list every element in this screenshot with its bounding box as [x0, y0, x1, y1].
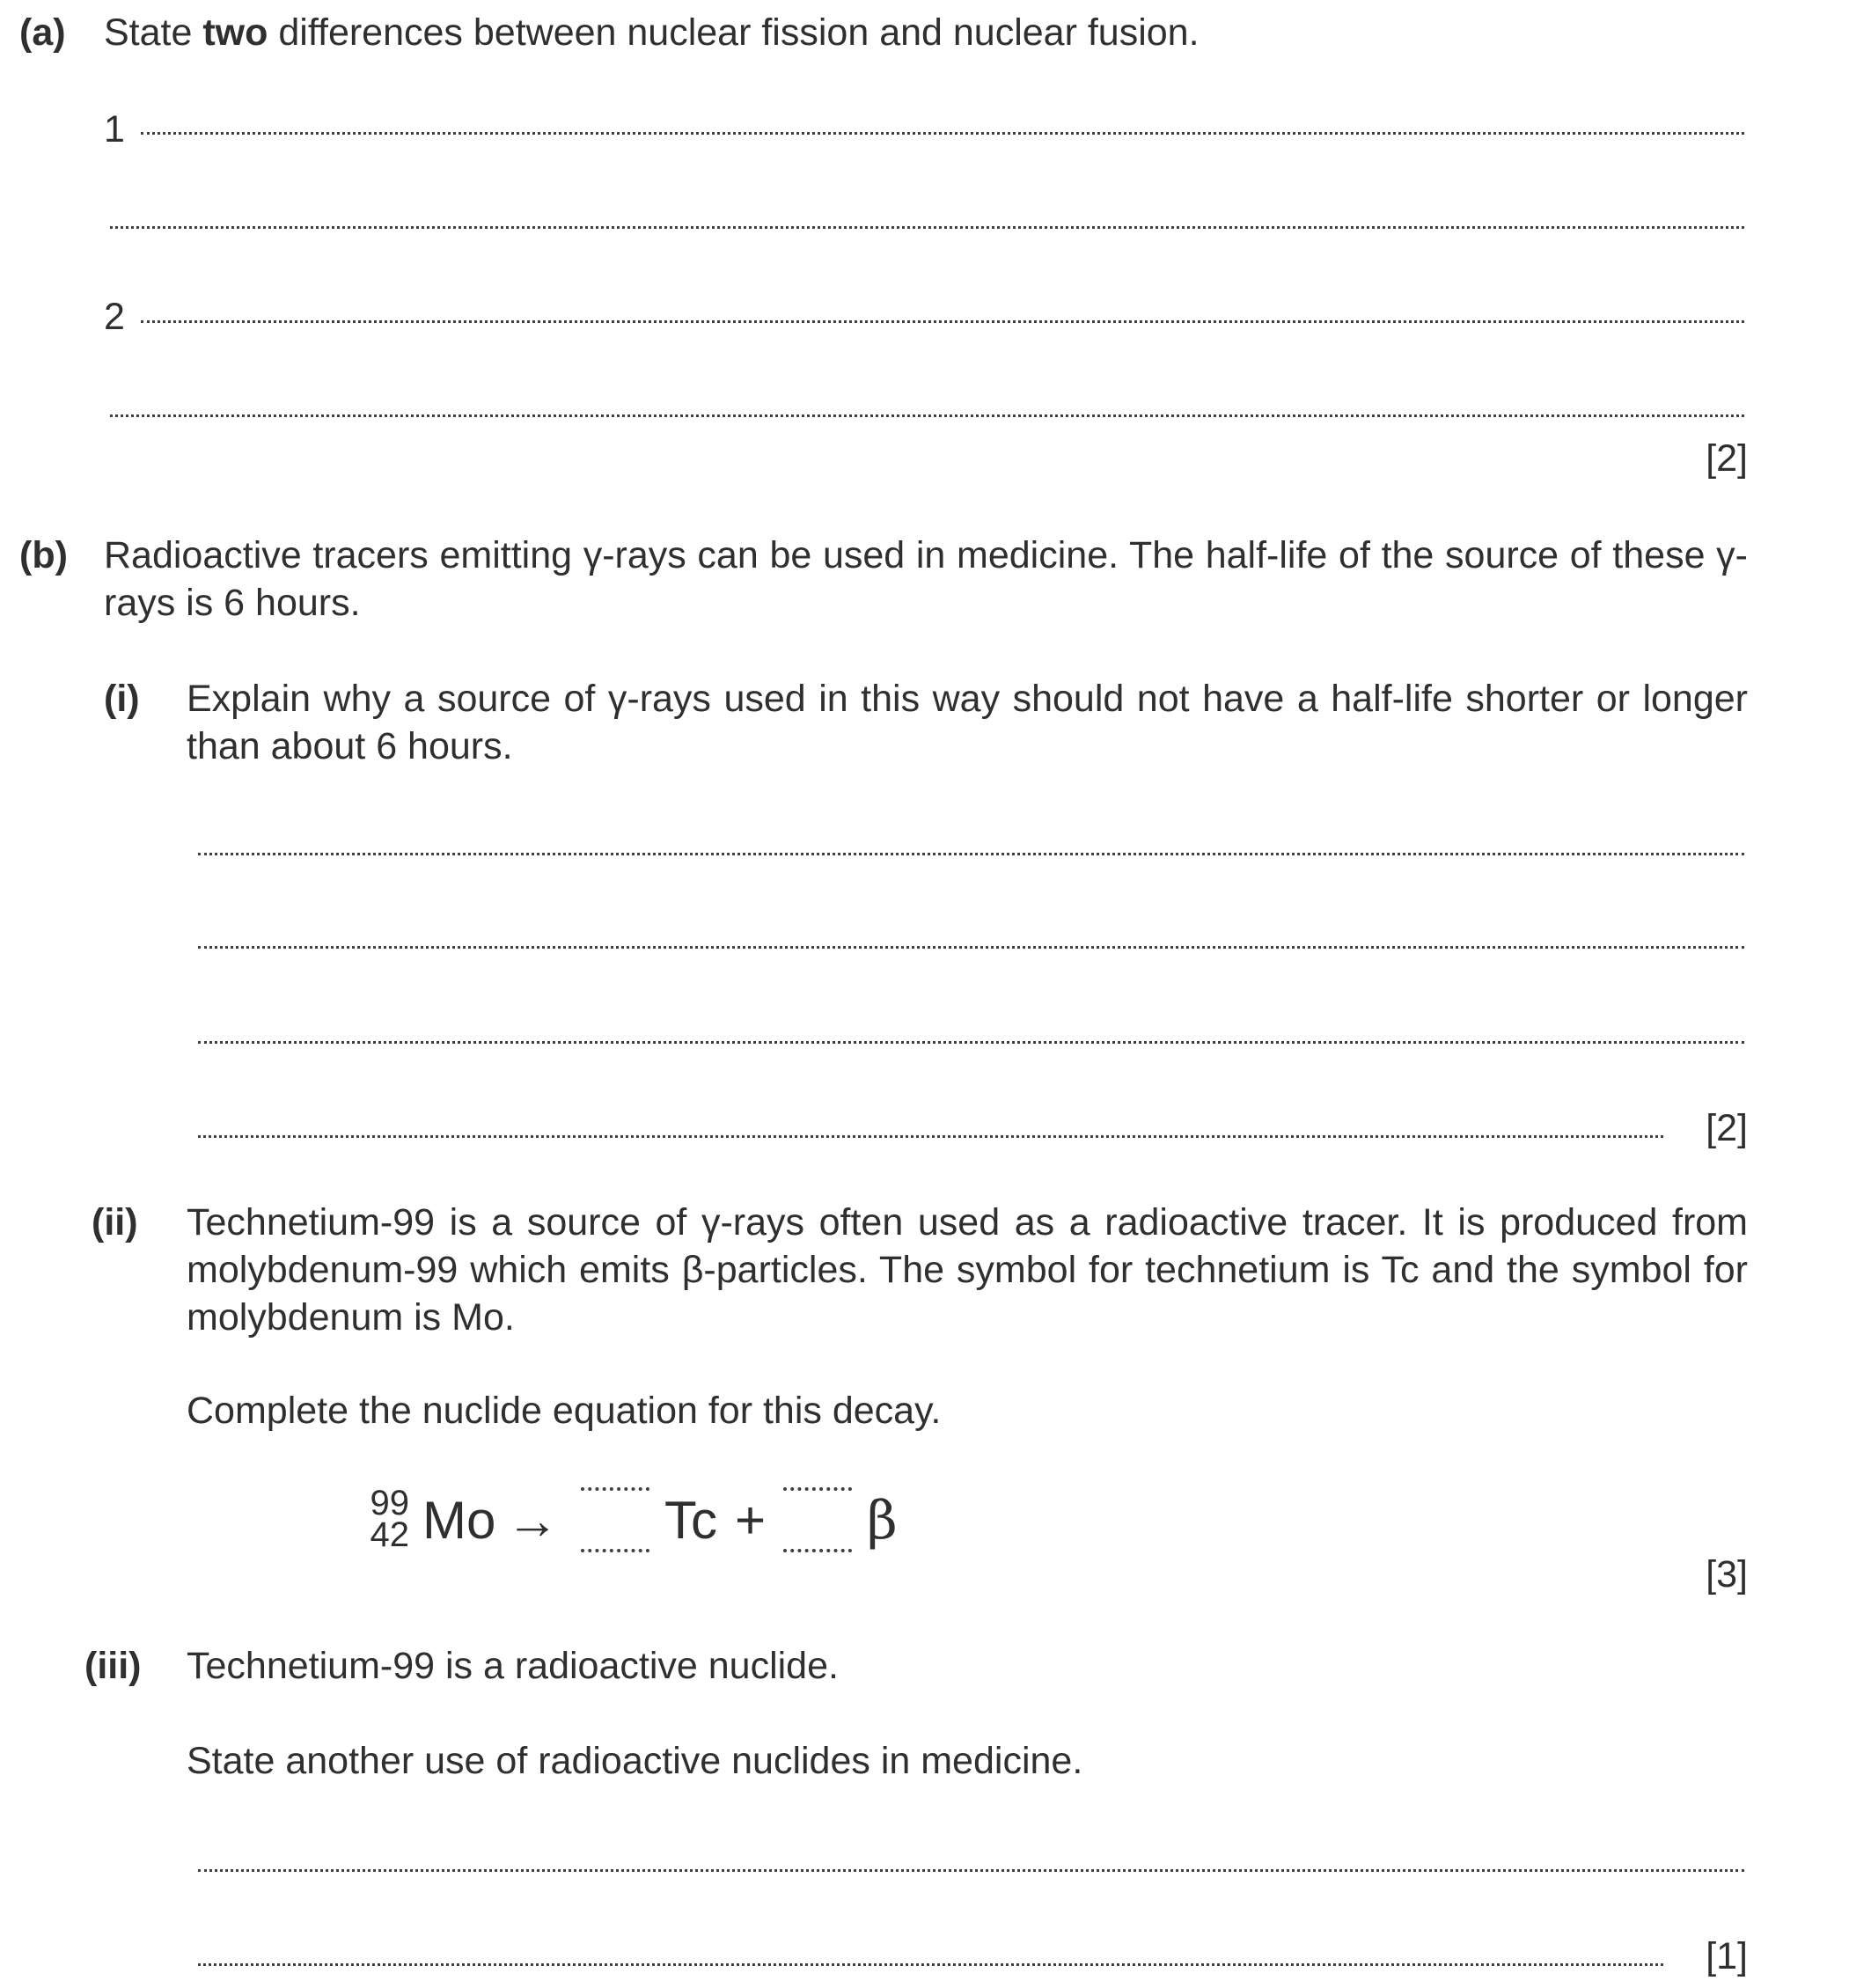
- sub-ii-marks: [3]: [1706, 1553, 1748, 1596]
- part-b-label: (b): [19, 534, 68, 576]
- answer-line-i-4[interactable]: [198, 1135, 1663, 1138]
- sub-ii-instruction: Complete the nuclide equation for this decay.: [187, 1390, 942, 1432]
- answer-line-a-3[interactable]: [141, 320, 1744, 323]
- answer-2-number: 2: [104, 296, 125, 338]
- plus-sign: +: [735, 1491, 767, 1550]
- answer-line-i-2[interactable]: [198, 946, 1744, 949]
- atomic-number: 42: [370, 1515, 409, 1554]
- beta-symbol: β: [867, 1490, 898, 1552]
- part-b-intro: Radioactive tracers emitting γ-rays can be used in medicine. The half-life of the source of these γ-rays is 6 hours.: [104, 534, 1748, 624]
- blank-beta-mass-number[interactable]: [783, 1487, 852, 1491]
- answer-1-number: 1: [104, 108, 125, 150]
- daughter-symbol: Tc: [664, 1491, 717, 1550]
- sub-iii-statement: Technetium-99 is a radioactive nuclide.: [187, 1645, 839, 1687]
- question-text-pre: State: [104, 11, 203, 54]
- arrow-icon: →: [506, 1491, 559, 1550]
- answer-line-a-4[interactable]: [110, 414, 1744, 417]
- blank-beta-atomic-number[interactable]: [783, 1549, 852, 1552]
- sub-iii-label: (iii): [84, 1645, 142, 1687]
- sub-i-question: Explain why a source of γ-rays used in this way should not have a half-life shorter or longer than about 6 hours.: [187, 678, 1748, 767]
- question-text-post: differences between nuclear fission and nuclear fusion.: [268, 11, 1200, 54]
- sub-ii-label: (ii): [92, 1201, 138, 1243]
- mass-atomic-numbers: [356, 1484, 409, 1554]
- question-emphasis: two: [202, 11, 268, 54]
- part-a-marks: [2]: [1706, 437, 1748, 480]
- blank-tc-mass-number[interactable]: [581, 1487, 649, 1491]
- sub-iii-question: State another use of radioactive nuclides in medicine.: [187, 1740, 1083, 1782]
- parent-symbol: Mo: [422, 1491, 496, 1550]
- part-a-question: [104, 9, 1200, 56]
- answer-line-a-1[interactable]: [141, 132, 1744, 135]
- answer-line-iii-1[interactable]: [198, 1869, 1744, 1872]
- mass-number: 99: [370, 1484, 409, 1522]
- part-a-label: (a): [19, 11, 66, 54]
- blank-tc-atomic-number[interactable]: [581, 1549, 649, 1552]
- answer-line-iii-2[interactable]: [198, 1963, 1663, 1966]
- sub-ii-question: Technetium-99 is a source of γ-rays often used as a radioactive tracer. It is produced from molybdenum-99 which emits β-particles. The symbol for technetium is Tc and the symbol for molybdenum is Mo.: [187, 1201, 1748, 1339]
- sub-i-marks: [2]: [1706, 1107, 1748, 1149]
- answer-line-i-1[interactable]: [198, 853, 1744, 855]
- answer-line-a-2[interactable]: [110, 226, 1744, 229]
- sub-iii-marks: [1]: [1706, 1935, 1748, 1977]
- sub-i-label: (i): [104, 678, 140, 720]
- answer-line-i-3[interactable]: [198, 1041, 1744, 1044]
